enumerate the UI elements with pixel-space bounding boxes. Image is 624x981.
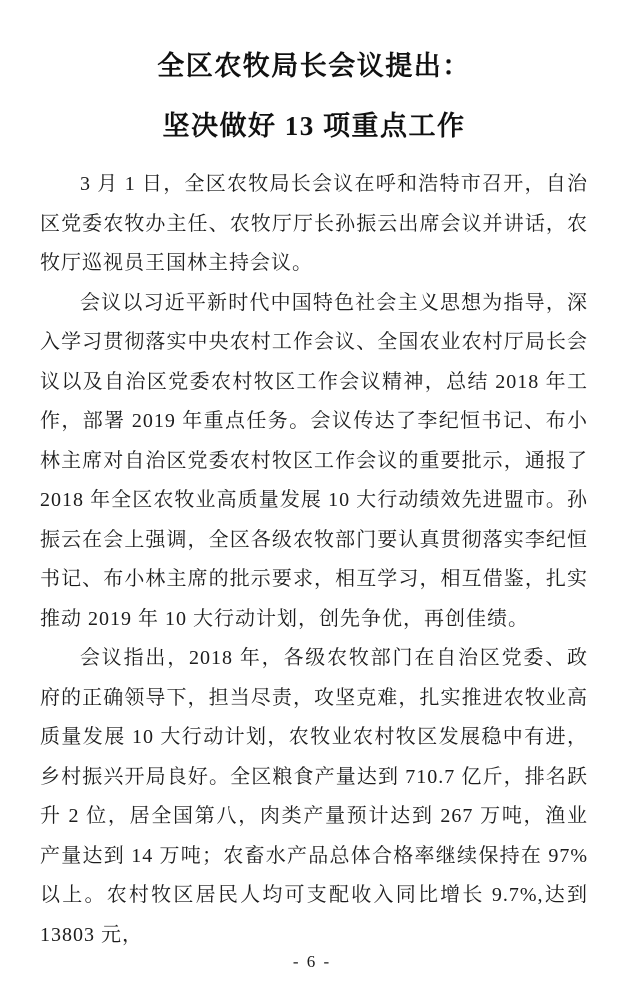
paragraph-2: 会议以习近平新时代中国特色社会主义思想为指导，深入学习贯彻落实中央农村工作会议、全国农业农村厅局长会议以及自治区党委农村牧区工作会议精神，总结 2018 年工作，部署 2019 年重点任务。会议传达了李纪恒书记、布小林主席对自治区党委农村牧区工作会议的重要批示，通报了 2018 年全区农牧业高质量发展 10 大行动绩效先进盟市。孙振云在会上强调，全区各级农牧部门要认真贯彻落实李纪恒书记、布小林主席的批示要求，相互学习，相互借鉴，扎实推动 2019 年 10 大行动计划，创先争优，再创佳绩。 [40,291,588,630]
document-body [40,165,588,955]
paragraph-3: 会议指出，2018 年，各级农牧部门在自治区党委、政府的正确领导下，担当尽责，攻坚克难，扎实推进农牧业高质量发展 10 大行动计划，农牧业农村牧区发展稳中有进，乡村振兴开局良好。全区粮食产量达到 710.7 亿斤，排名跃升 2 位，居全国第八，肉类产量预计达到 267 万吨，渔业产量达到 14 万吨；农畜水产品总体合格率继续保持在 97%以上。农村牧区居民人均可支配收入同比增长 9.7%,达到 13803 元， [40,647,588,946]
title-line-1: 全区农牧局长会议提出： [157,51,471,81]
page-number: - 6 - [292,952,332,971]
title-line-2: 坚决做好 13 项重点工作 [162,111,466,141]
document-title [40,36,588,156]
paragraph-1: 3 月 1 日，全区农牧局长会议在呼和浩特市召开，自治区党委农牧办主任、农牧厅厅长孙振云出席会议并讲话，农牧厅巡视员王国林主持会议。 [40,173,588,274]
